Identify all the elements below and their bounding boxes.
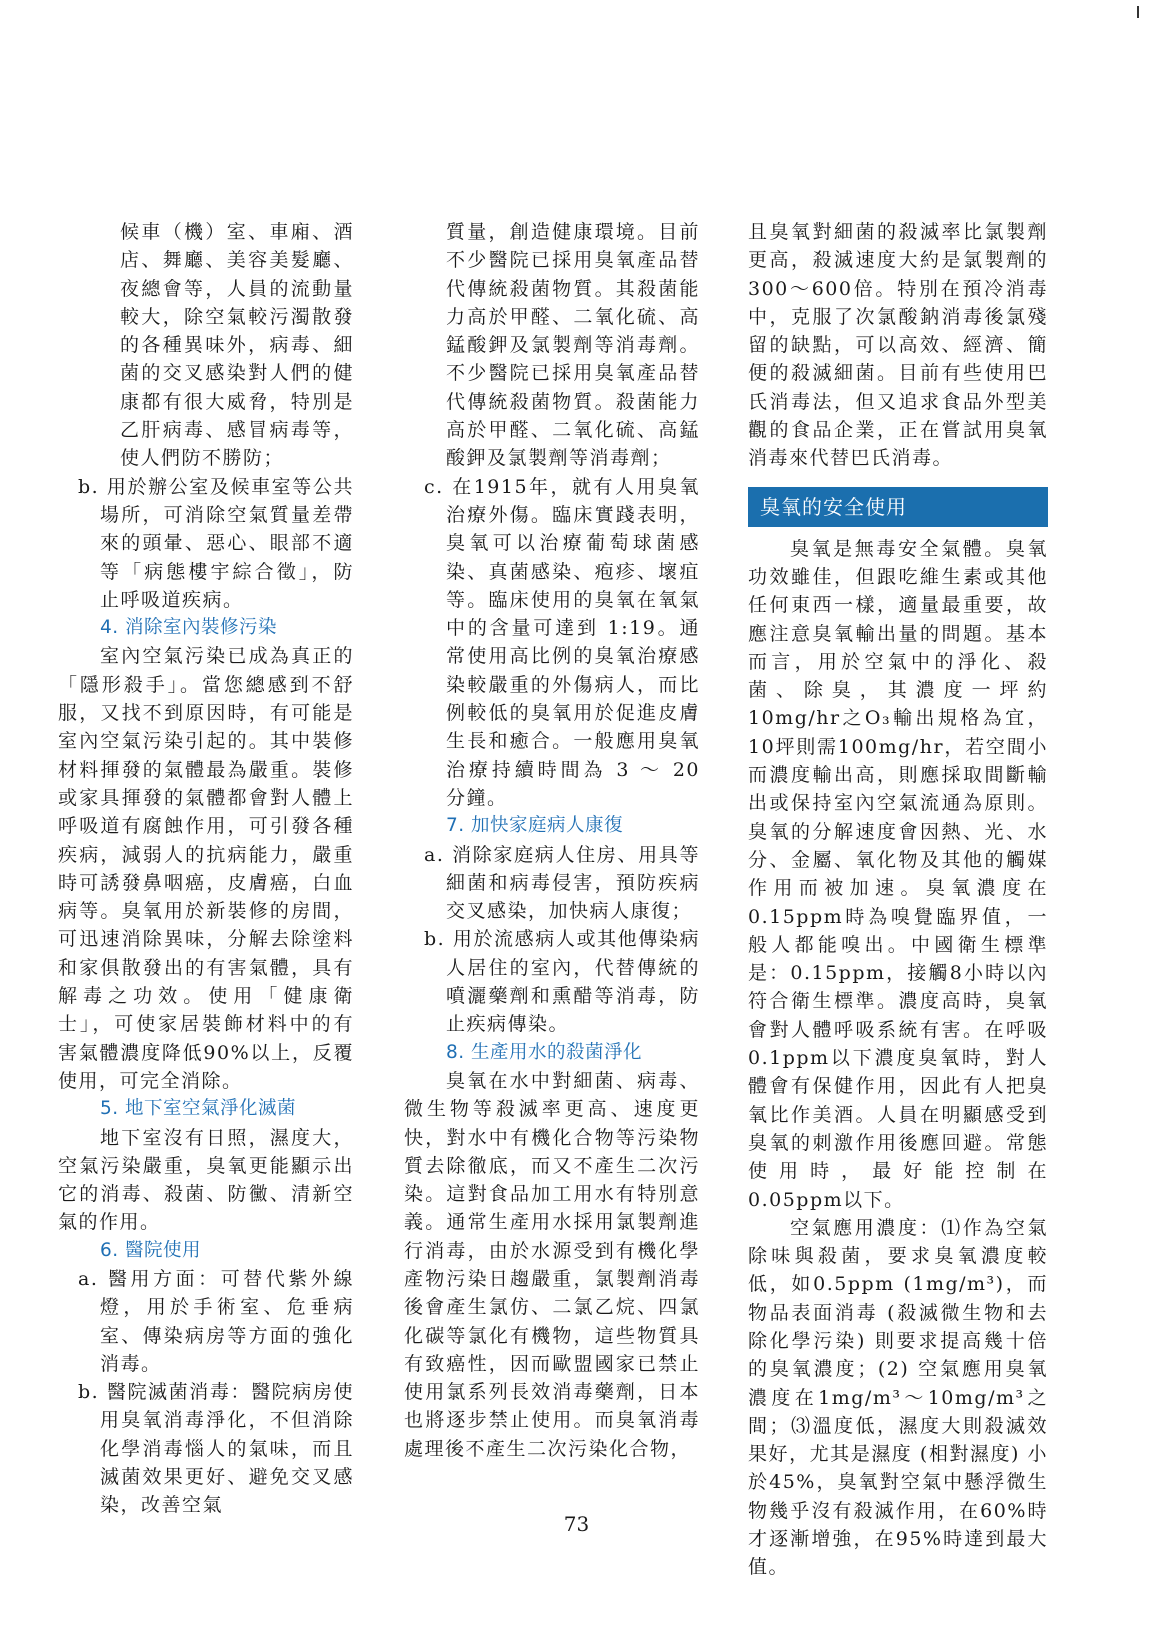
column-2: [404, 218, 700, 1463]
section-heading: 5. 地下室空氣淨化滅菌: [100, 1098, 297, 1120]
section-heading: 6. 醫院使用: [100, 1239, 202, 1261]
paragraph: 臭氧在水中對細菌、病毒、微生物等殺滅率更高、速度更快，對水中有機化合物等污染物質去除徹底，而又不產生二次污染。這對食品加工用水有特別意義。通常生產用水採用氯製劑進行消毒，由於水源受到有機化學產物污染日趨嚴重，氯製劑消毒後會產生氯仿、二氯乙烷、四氯化碳等氯化有機物，這些物質具有致癌性，因而歐盟國家已禁止使用氯系列長效消毒藥劑，日本也將逐步禁止使用。而臭氧消毒處理後不產生二次污染化合物，: [404, 1069, 700, 1460]
section-heading: 4. 消除室內裝修污染: [100, 617, 278, 639]
paragraph: 臭氧是無毒安全氣體。臭氧功效雖佳，但跟吃維生素或其他任何東西一樣，適量最重要，故應注意臭氧輸出量的問題。基本而言，用於空氣中的淨化、殺菌、除臭，其濃度一坪約10mg/hr之O₃輸出規格為宜，10坪則需100mg/hr，若空間小而濃度輸出高，則應採取間斷輸出或保持室內空氣流通為原則。臭氧的分解速度會因熱、光、水分、金屬、氧化物及其他的觸媒作用而被加速。臭氧濃度在0.15ppm時為嗅覺臨界值，一般人都能嗅出。中國衛生標準是：0.15ppm，接觸8小時以內符合衛生標準。濃度高時，臭氧會對人體呼吸系統有害。在呼吸0.1ppm以下濃度臭氧時，對人體會有保健作用，因此有人把臭氧比作美酒。人員在明顯感受到臭氧的刺激作用後應回避。常態使用時，最好能控制在0.05ppm以下。: [748, 537, 1048, 1211]
paragraph: 空氣應用濃度：⑴作為空氣除味與殺菌，要求臭氧濃度較低，如0.5ppm (1mg/m³)，而物品表面消毒 (殺滅微生物和去除化學污染) 則要求提高幾十倍的臭氧濃度；(2) 空氣應用臭氧濃度在1mg/m³～10mg/m³之間；⑶溫度低，濕度大則殺滅效果好，尤其是濕度 (相對濕度) 小於45%，臭氧對空氣中懸浮微生物幾乎沒有殺滅作用，在60%時才逐漸增強，在95%時達到最大值。: [748, 1216, 1048, 1579]
paragraph: 室內空氣污染已成為真正的「隱形殺手」。當您總感到不舒服，又找不到原因時，有可能是室內空氣污染引起的。其中裝修材料揮發的氣體最為嚴重。裝修或家具揮發的氣體都會對人體上呼吸道有腐蝕作用，可引發各種疾病，減弱人的抗病能力，嚴重時可誘發鼻咽癌，皮膚癌，白血病等。臭氧用於新裝修的房間，可迅速消除異味，分解去除塗料和家俱散發出的有害氣體，具有解毒之功效。使用「健康衛士」，可使家居裝飾材料中的有害氣體濃度降低90%以上，反覆使用，可完全消除。: [58, 645, 354, 1092]
list-item: c. 在1915年，就有人用臭氧治療外傷。臨床實踐表明，臭氧可以治療葡萄球菌感染、真菌感染、疱疹、壞疽等。臨床使用的臭氧在氧氣中的含量可達到 1:19。通常使用高比例的臭氧治療感染較嚴重的外傷病人，而比例較低的臭氧用於促進皮膚生長和癒合。一般應用臭氧治療持續時間為 3 ～ 20 分鐘。: [424, 475, 700, 809]
list-item: b. 醫院滅菌消毒：醫院病房使用臭氧消毒淨化，不但消除化學消毒惱人的氣味，而且滅菌效果更好、避免交叉感染，改善空氣: [78, 1381, 354, 1517]
list-item: a. 醫用方面：可替代紫外線燈，用於手術室、危垂病室、傳染病房等方面的強化消毒。: [78, 1267, 354, 1375]
list-item: b. 用於辦公室及候車室等公共場所，可消除空氣質量差帶來的頭暈、惡心、眼部不適等「病態樓宇綜合徵」，防止呼吸道疾病。: [78, 475, 354, 611]
list-item: a. 消除家庭病人住房、用具等細菌和病毒侵害，預防疾病交叉感染，加快病人康復；: [424, 843, 700, 923]
section-heading: 8. 生產用水的殺菌淨化: [446, 1041, 643, 1063]
section-heading: 7. 加快家庭病人康復: [446, 815, 624, 837]
page-number: 73: [563, 1512, 590, 1536]
list-item: 候車（機）室、車廂、酒店、舞廳、美容美髮廳、夜總會等，人員的流動量較大，除空氣較污濁散發的各種異味外，病毒、細菌的交叉感染對人們的健康都有很大威脅，特別是乙肝病毒、感冒病毒等，使人們防不勝防；: [120, 221, 354, 470]
paragraph: 地下室沒有日照，濕度大，空氣污染嚴重，臭氧更能顯示出它的消毒、殺菌、防黴、清新空氣的作用。: [58, 1126, 354, 1234]
corner-mark: [1137, 6, 1139, 18]
column-3: [748, 218, 1048, 1582]
paragraph: 且臭氧對細菌的殺滅率比氯製劑更高，殺滅速度大約是氯製劑的300～600倍。特別在預冷消毒中，克服了次氯酸鈉消毒後氯殘留的缺點，可以高效、經濟、簡便的殺滅細菌。目前有些使用巴氏消毒法，但又追求食品外型美觀的食品企業，正在嘗試用臭氧消毒來代替巴氏消毒。: [748, 221, 1048, 470]
column-1: [58, 218, 354, 1520]
list-item: 質量，創造健康環境。目前不少醫院已採用臭氧產品替代傳統殺菌物質。其殺菌能力高於甲醛、二氧化硫、高錳酸鉀及氯製劑等消毒劑。不少醫院已採用臭氧產品替代傳統殺菌物質。殺菌能力高於甲醛、二氧化硫、高錳酸鉀及氯製劑等消毒劑；: [446, 221, 700, 470]
list-item: b. 用於流感病人或其他傳染病人居住的室內，代替傳統的噴灑藥劑和熏醋等消毒，防止疾病傳染。: [424, 928, 700, 1036]
banner-title: 臭氧的安全使用: [760, 494, 907, 519]
section-banner: [748, 487, 1048, 527]
